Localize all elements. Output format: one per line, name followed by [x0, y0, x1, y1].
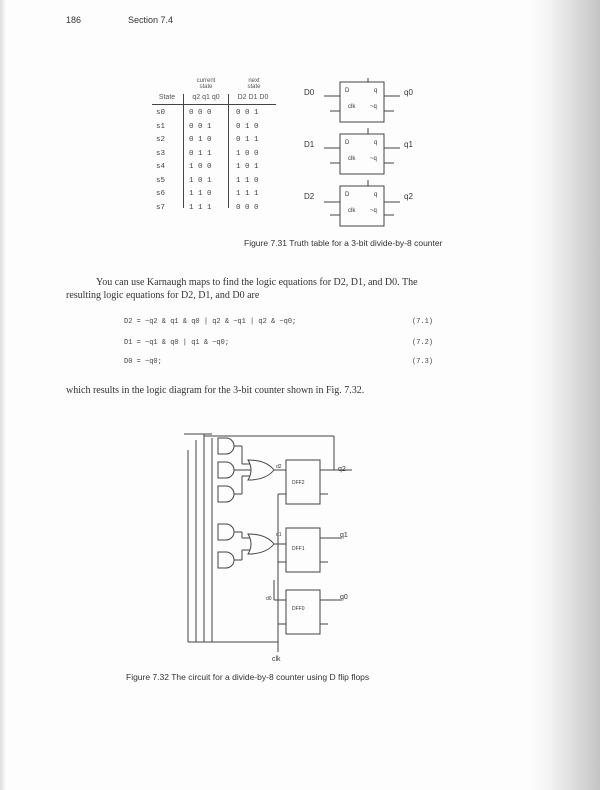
ff-input-label: D0: [304, 88, 315, 97]
equation-7-3: D0 = ~q0;: [124, 358, 162, 366]
truth-table-row: [148, 122, 278, 132]
cell-state: s0: [156, 109, 166, 117]
equation-7-1: D2 = ~q2 & q1 & q0 | q2 & ~q1 | q2 & ~q0;: [124, 318, 297, 326]
circuit-dff1-label: DFF1: [292, 546, 305, 552]
circuit-d0-label: d0: [266, 596, 272, 602]
cell-current: 1 0 1: [189, 176, 212, 185]
paragraph-1-line-1: You can use Karnaugh maps to find the logic equations for D2, D1, and D0. The: [96, 277, 418, 288]
ff-q-pin: q: [374, 192, 378, 198]
cell-next: 0 1 0: [236, 122, 259, 131]
circuit-clk-label: clk: [272, 656, 281, 663]
cell-next: 1 0 0: [236, 149, 259, 158]
cell-current: 1 1 1: [189, 203, 212, 212]
ff-output-label: q0: [404, 88, 413, 97]
circuit-d2-label: d2: [276, 464, 282, 470]
ff-d-pin: D: [345, 192, 350, 198]
circuit-dff2-label: DFF2: [292, 480, 305, 486]
truth-table-row: [148, 162, 278, 172]
ff-qbar-pin: ~q: [370, 156, 377, 162]
group-next-label: next state: [247, 78, 261, 90]
cell-state: s1: [156, 122, 166, 131]
cell-current: 0 0 0: [189, 109, 212, 117]
circuit-d1-label: d1: [276, 532, 282, 538]
cell-next: 1 1 0: [236, 176, 259, 185]
ff-q-pin: q: [374, 88, 378, 94]
ff-input-label: D2: [304, 192, 315, 201]
cell-current: 0 0 1: [189, 122, 212, 131]
col-state-header: State: [158, 94, 176, 101]
and-gate-1: [218, 438, 234, 454]
or-gate-1: [248, 460, 274, 480]
ff-q-pin: q: [374, 140, 378, 146]
and-gate-2: [218, 462, 234, 478]
equation-7-1-number: (7.1): [412, 318, 434, 326]
truth-table: [148, 78, 278, 218]
counter-circuit-diagram: [182, 430, 382, 670]
ff-d-pin: D: [345, 88, 350, 94]
cell-next: 0 0 1: [236, 109, 259, 117]
ff-clk-pin: clk: [348, 104, 356, 110]
page-left-edge: [0, 0, 6, 790]
cell-current: 1 1 0: [189, 190, 212, 198]
equation-7-2: D1 = ~q1 & q0 | q1 & ~q0;: [124, 339, 230, 347]
cell-current: 0 1 1: [189, 149, 212, 158]
ff-input-label: D1: [304, 140, 315, 149]
ff-clk-pin: clk: [348, 156, 356, 162]
cell-next: 1 0 1: [236, 163, 259, 171]
ff-output-label: q1: [404, 140, 413, 149]
cell-state: s5: [156, 176, 166, 185]
section-title: Section 7.4: [128, 15, 174, 25]
circuit-q1-label: q1: [340, 532, 348, 539]
ff-clk-pin: clk: [348, 208, 356, 214]
cell-next: 0 0 0: [236, 203, 259, 212]
figure-7-32-caption: Figure 7.32 The circuit for a divide-by-8 counter using D flip flops: [126, 672, 370, 682]
figure-7-31-caption: Figure 7.31 Truth table for a 3-bit divide-by-8 counter: [244, 238, 443, 248]
circuit-dff0-label: DFF0: [292, 606, 305, 612]
truth-table-row: [148, 176, 278, 186]
truth-table-row: [148, 189, 278, 199]
cell-state: s4: [156, 163, 166, 171]
circuit-q0-label: q0: [340, 594, 348, 601]
page-header: [66, 15, 174, 25]
truth-table-row: [148, 135, 278, 145]
and-gate-4: [218, 524, 234, 540]
equation-7-3-number: (7.3): [412, 358, 434, 366]
cell-next: 0 1 1: [236, 136, 259, 144]
cell-next: 1 1 1: [236, 190, 259, 198]
truth-table-row: [148, 108, 278, 118]
cell-state: s3: [156, 149, 166, 158]
cell-state: s2: [156, 136, 166, 144]
or-gate-2: [248, 534, 274, 554]
flipflop-diagram-top: [300, 78, 460, 228]
dff0-circuit-box: [286, 590, 320, 634]
page-number: 186: [66, 15, 82, 25]
group-current-label: current state: [196, 78, 216, 90]
table-header-rule: [152, 104, 276, 105]
truth-table-row: [148, 149, 278, 159]
and-gate-5: [218, 552, 234, 568]
ff-qbar-pin: ~q: [370, 104, 377, 110]
cell-state: s7: [156, 203, 166, 212]
cell-current: 0 1 0: [189, 136, 212, 144]
truth-table-row: [148, 203, 278, 213]
col-current-header: q2 q1 q0: [192, 94, 220, 101]
page-shadow-edge: [530, 0, 600, 790]
ff-qbar-pin: ~q: [370, 208, 377, 214]
cell-current: 1 0 0: [189, 163, 212, 171]
col-next-header: D2 D1 D0: [237, 94, 269, 101]
cell-state: s6: [156, 190, 166, 198]
ff-output-label: q2: [404, 192, 413, 201]
circuit-q2-label: q2: [338, 466, 346, 473]
and-gate-3: [218, 486, 234, 502]
paragraph-1-line-2: resulting logic equations for D2, D1, and D0 are: [66, 290, 260, 301]
paragraph-2: which results in the logic diagram for the 3-bit counter shown in Fig. 7.32.: [66, 385, 365, 396]
ff-d-pin: D: [345, 140, 350, 146]
equation-7-2-number: (7.2): [412, 339, 434, 347]
